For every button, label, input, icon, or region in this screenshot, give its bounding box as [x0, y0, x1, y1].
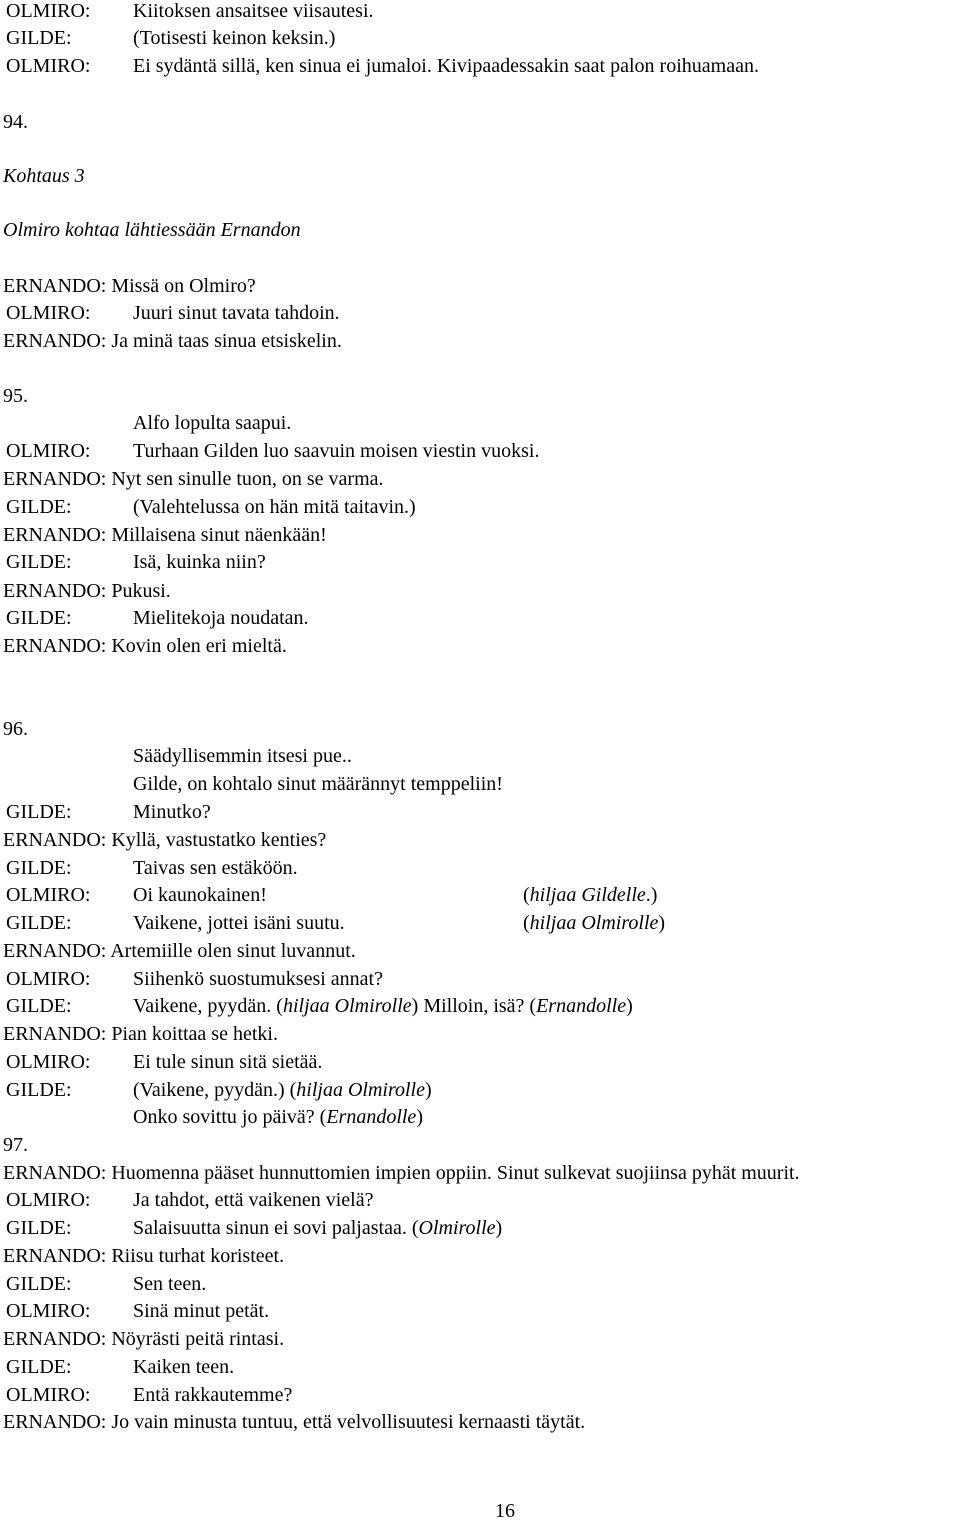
- dialogue-text: Ja tahdot, että vaikenen vielä?: [133, 1189, 374, 1211]
- script-line: [3, 1023, 278, 1045]
- dialogue-fragment: ): [495, 1217, 503, 1239]
- dialogue-text: Sinä minut petät.: [133, 1300, 270, 1322]
- speaker-name: OLMIRO:: [6, 55, 91, 77]
- script-line: [3, 635, 287, 657]
- script-line: [3, 940, 356, 962]
- line-text: ERNANDO: Jo vain minusta tuntuu, että velvollisuutesi kernaasti täytät.: [3, 1411, 586, 1433]
- aside-fragment: ): [658, 912, 666, 934]
- dialogue-text: Entä rakkautemme?: [133, 1384, 293, 1406]
- speaker-name: GILDE:: [6, 607, 72, 629]
- stage-direction: hiljaa Olmirolle: [296, 1079, 425, 1101]
- speaker-name: GILDE:: [6, 27, 72, 49]
- speaker-name: OLMIRO:: [6, 302, 91, 324]
- line-text: 94.: [3, 111, 28, 133]
- dialogue-fragment: ): [424, 1079, 432, 1101]
- line-text: ERNANDO: Artemiille olen sinut luvannut.: [3, 940, 356, 962]
- line-text: 96.: [3, 718, 28, 740]
- line-text: ERNANDO: Pian koittaa se hetki.: [3, 1023, 278, 1045]
- speaker-name: GILDE:: [6, 1356, 72, 1378]
- dialogue-text: (Valehtelussa on hän mitä taitavin.): [133, 496, 416, 518]
- speaker-name: OLMIRO:: [6, 1384, 91, 1406]
- dialogue-text: [133, 1079, 432, 1101]
- line-text: ERNANDO: Kyllä, vastustatko kenties?: [3, 829, 327, 851]
- aside-fragment: .): [645, 884, 658, 906]
- dialogue-fragment: ) Milloin, isä? (: [411, 995, 537, 1017]
- dialogue-text: Taivas sen estäköön.: [133, 857, 298, 879]
- aside-fragment: hiljaa Gildelle: [529, 884, 646, 906]
- speaker-name: GILDE:: [6, 496, 72, 518]
- page-number: 16: [495, 1500, 515, 1522]
- dialogue-fragment: Salaisuutta sinun ei sovi paljastaa. (: [133, 1217, 419, 1239]
- speaker-name: GILDE:: [6, 1079, 72, 1101]
- line-text: ERNANDO: Kovin olen eri mieltä.: [3, 635, 287, 657]
- speaker-name: OLMIRO:: [6, 1051, 91, 1073]
- script-line: [3, 1162, 800, 1184]
- aside-fragment: (: [523, 884, 530, 906]
- dialogue-text: Turhaan Gilden luo saavuin moisen viestin vuoksi.: [133, 440, 540, 462]
- script-line: [3, 718, 28, 740]
- dialogue-text: Siihenkö suostumuksesi annat?: [133, 968, 383, 990]
- dialogue-fragment: ): [416, 1106, 423, 1128]
- stage-direction: Ernandolle: [536, 995, 627, 1017]
- dialogue-text: Isä, kuinka niin?: [133, 551, 266, 573]
- scene-heading: Olmiro kohtaa lähtiessään Ernandon: [3, 219, 301, 241]
- dialogue-text: Ei tule sinun sitä sietää.: [133, 1051, 323, 1073]
- scene-heading: Kohtaus 3: [3, 165, 85, 187]
- dialogue-text: [133, 1217, 502, 1239]
- speaker-name: GILDE:: [6, 551, 72, 573]
- stage-direction: hiljaa Olmirolle: [282, 995, 412, 1017]
- stage-direction: Olmirolle: [418, 1217, 496, 1239]
- script-line: [3, 385, 28, 407]
- line-text: ERNANDO: Riisu turhat koristeet.: [3, 1245, 285, 1267]
- dialogue-text: Oi kaunokainen!: [133, 884, 267, 906]
- script-line: [3, 275, 256, 297]
- line-text: ERNANDO: Pukusi.: [3, 580, 171, 602]
- script-line: [3, 829, 326, 851]
- script-line: [3, 1134, 28, 1156]
- script-line: [3, 580, 171, 602]
- dialogue-text: Mielitekoja noudatan.: [133, 607, 309, 629]
- aside-direction: [523, 884, 657, 906]
- dialogue-fragment: (Vaikene, pyydän.) (: [133, 1079, 297, 1101]
- dialogue-text: [133, 995, 633, 1017]
- dialogue-text: Ei sydäntä sillä, ken sinua ei jumaloi. Kivipaadessakin saat palon roihuamaan.: [133, 55, 759, 77]
- dialogue-text: Kaiken teen.: [133, 1356, 235, 1378]
- speaker-name: OLMIRO:: [6, 1189, 91, 1211]
- dialogue-fragment: Vaikene, pyydän. (: [133, 995, 283, 1017]
- dialogue-text: Minutko?: [133, 801, 211, 823]
- speaker-name: GILDE:: [6, 857, 72, 879]
- line-text: ERNANDO: Nöyrästi peitä rintasi.: [3, 1328, 285, 1350]
- speaker-name: OLMIRO:: [6, 440, 91, 462]
- script-line: [3, 165, 85, 187]
- script-line: [3, 1245, 284, 1267]
- speaker-name: GILDE:: [6, 912, 72, 934]
- script-line: [3, 1411, 585, 1433]
- line-text: ERNANDO: Millaisena sinut näenkään!: [3, 524, 327, 546]
- line-text: ERNANDO: Nyt sen sinulle tuon, on se varma.: [3, 468, 384, 490]
- aside-direction: [523, 912, 665, 934]
- dialogue-text: [133, 1106, 423, 1128]
- speaker-name: GILDE:: [6, 1217, 72, 1239]
- stage-direction: Ernandolle: [326, 1106, 417, 1128]
- dialogue-text: Kiitoksen ansaitsee viisautesi.: [133, 0, 374, 22]
- speaker-name: OLMIRO:: [6, 884, 91, 906]
- line-text: ERNANDO: Ja minä taas sinua etsiskelin.: [3, 330, 342, 352]
- line-text: 95.: [3, 385, 28, 407]
- dialogue-fragment: Onko sovittu jo päivä? (: [133, 1106, 327, 1128]
- script-line: [3, 111, 28, 133]
- speaker-name: OLMIRO:: [6, 968, 91, 990]
- script-line: [3, 1328, 284, 1350]
- line-text: 97.: [3, 1134, 28, 1156]
- aside-fragment: (: [523, 912, 530, 934]
- script-line: [3, 524, 327, 546]
- aside-fragment: hiljaa Olmirolle: [529, 912, 659, 934]
- script-line: [3, 219, 301, 241]
- script-line: [3, 330, 342, 352]
- dialogue-text: Säädyllisemmin itsesi pue..: [133, 745, 352, 767]
- line-text: ERNANDO: Missä on Olmiro?: [3, 275, 256, 297]
- dialogue-text: Vaikene, jottei isäni suutu.: [133, 912, 345, 934]
- dialogue-text: Sen teen.: [133, 1273, 207, 1295]
- dialogue-text: Juuri sinut tavata tahdoin.: [133, 302, 340, 324]
- dialogue-text: Gilde, on kohtalo sinut määrännyt temppeliin!: [133, 773, 503, 795]
- dialogue-fragment: ): [626, 995, 633, 1017]
- speaker-name: GILDE:: [6, 801, 72, 823]
- speaker-name: OLMIRO:: [6, 1300, 91, 1322]
- speaker-name: GILDE:: [6, 1273, 72, 1295]
- speaker-name: OLMIRO:: [6, 0, 91, 22]
- speaker-name: GILDE:: [6, 995, 72, 1017]
- line-text: ERNANDO: Huomenna pääset hunnuttomien impien oppiin. Sinut sulkevat suojiinsa pyhät muurit.: [3, 1162, 800, 1184]
- script-line: [3, 468, 384, 490]
- dialogue-text: (Totisesti keinon keksin.): [133, 27, 336, 49]
- dialogue-text: Alfo lopulta saapui.: [133, 412, 292, 434]
